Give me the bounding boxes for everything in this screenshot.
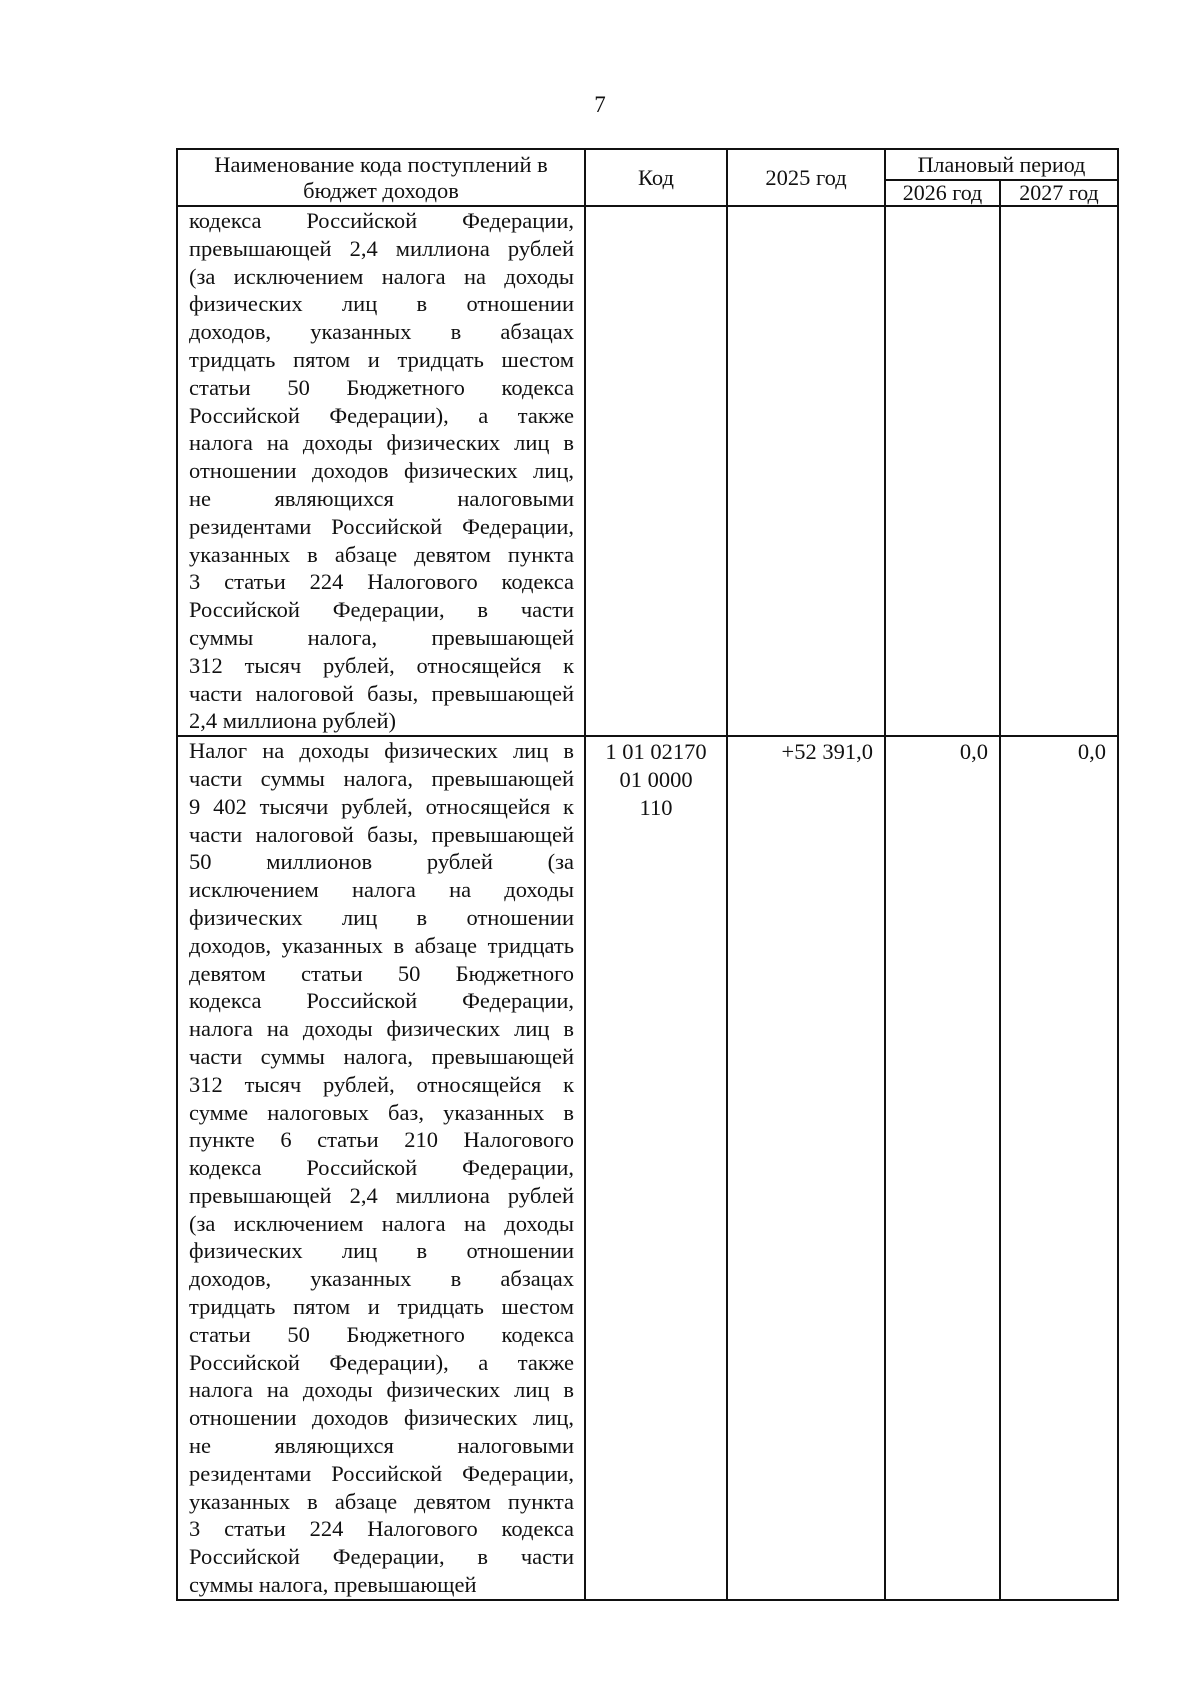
revenue-name-line: 3 статьи 224 Налогового кодекса bbox=[189, 569, 574, 595]
revenue-name-line: исключением налога на доходы bbox=[189, 877, 574, 903]
revenue-name-line: не являющихся налоговыми bbox=[189, 1433, 574, 1459]
table-row bbox=[177, 206, 1118, 736]
revenue-name-cell bbox=[177, 736, 585, 1600]
revenue-name-line: физических лиц в отношении bbox=[189, 904, 574, 930]
revenue-name-line: части суммы налога, превышающей bbox=[189, 1043, 574, 1069]
revenue-name-line: 312 тысяч рублей, относящейся к bbox=[189, 652, 574, 678]
budget-revenue-table bbox=[176, 148, 1119, 1601]
revenue-name-line: 312 тысяч рублей, относящейся к bbox=[189, 1071, 574, 1097]
revenue-code-line: 1 01 02170 bbox=[605, 739, 707, 765]
revenue-name-line: физических лиц в отношении bbox=[189, 1238, 574, 1264]
revenue-name-line: пункте 6 статьи 210 Налогового bbox=[189, 1127, 574, 1153]
value-2026-cell bbox=[885, 206, 1000, 736]
revenue-name-line: кодекса Российской Федерации, bbox=[189, 988, 574, 1014]
revenue-name-line: Российской Федерации, в части bbox=[189, 597, 574, 623]
revenue-name-line: доходов, указанных в абзацах bbox=[189, 319, 574, 345]
revenue-name-line: Российской Федерации), а также bbox=[189, 1349, 574, 1375]
revenue-name-line: кодекса Российской Федерации, bbox=[189, 1155, 574, 1181]
revenue-name-line: Российской Федерации, в части bbox=[189, 1544, 574, 1570]
revenue-name-line: 2,4 миллиона рублей) bbox=[189, 708, 396, 734]
revenue-name-line: (за исключением налога на доходы bbox=[189, 1210, 574, 1236]
revenue-name-line: резидентами Российской Федерации, bbox=[189, 1460, 574, 1486]
header-2026: 2026 год bbox=[885, 180, 1000, 206]
revenue-name-line: налога на доходы физических лиц в bbox=[189, 1016, 574, 1042]
revenue-name-line: Налог на доходы физических лиц в bbox=[189, 738, 574, 764]
revenue-name-line: части налоговой базы, превышающей bbox=[189, 821, 574, 847]
header-name: Наименование кода поступлений в бюджет доходов bbox=[177, 149, 585, 206]
page-number: 7 bbox=[594, 92, 606, 117]
revenue-name-line: резидентами Российской Федерации, bbox=[189, 513, 574, 539]
revenue-name-line: суммы налога, превышающей bbox=[189, 1572, 477, 1598]
revenue-name-line: статьи 50 Бюджетного кодекса bbox=[189, 1321, 574, 1347]
revenue-name-line: превышающей 2,4 миллиона рублей bbox=[189, 1182, 574, 1208]
revenue-name-line: отношении доходов физических лиц, bbox=[189, 1405, 574, 1431]
value-2025-cell: +52 391,0 bbox=[727, 736, 885, 1600]
revenue-code-cell bbox=[585, 206, 727, 736]
revenue-name-line: отношении доходов физических лиц, bbox=[189, 458, 574, 484]
revenue-code-line: 01 0000 bbox=[619, 766, 693, 792]
revenue-name-line: превышающей 2,4 миллиона рублей bbox=[189, 235, 574, 261]
table-body bbox=[177, 206, 1118, 1600]
revenue-name-line: части налоговой базы, превышающей bbox=[189, 680, 574, 706]
revenue-name-line: не являющихся налоговыми bbox=[189, 485, 574, 511]
value-2026-cell: 0,0 bbox=[885, 736, 1000, 1600]
header-2027: 2027 год bbox=[1000, 180, 1118, 206]
revenue-name-line: части суммы налога, превышающей bbox=[189, 765, 574, 791]
value-2027-cell bbox=[1000, 206, 1118, 736]
revenue-name-line: доходов, указанных в абзацах bbox=[189, 1266, 574, 1292]
header-planning-period: Плановый период bbox=[885, 149, 1118, 180]
revenue-name-line: (за исключением налога на доходы bbox=[189, 263, 574, 289]
table-row bbox=[177, 736, 1118, 1600]
revenue-name-line: 9 402 тысячи рублей, относящейся к bbox=[189, 793, 574, 819]
revenue-name-cell bbox=[177, 206, 585, 736]
value-2027-cell: 0,0 bbox=[1000, 736, 1118, 1600]
revenue-code-cell bbox=[585, 736, 727, 1600]
revenue-name-line: физических лиц в отношении bbox=[189, 291, 574, 317]
revenue-name-line: доходов, указанных в абзаце тридцать bbox=[189, 932, 574, 958]
revenue-name-line: тридцать пятом и тридцать шестом bbox=[189, 346, 574, 372]
revenue-code-line: 110 bbox=[639, 794, 673, 820]
revenue-name-line: указанных в абзаце девятом пункта bbox=[189, 541, 574, 567]
revenue-name-line: налога на доходы физических лиц в bbox=[189, 430, 574, 456]
value-2025-cell bbox=[727, 206, 885, 736]
revenue-name-line: 3 статьи 224 Налогового кодекса bbox=[189, 1516, 574, 1542]
revenue-name-line: сумме налоговых баз, указанных в bbox=[189, 1099, 574, 1125]
revenue-name-line: налога на доходы физических лиц в bbox=[189, 1377, 574, 1403]
revenue-name-line: девятом статьи 50 Бюджетного bbox=[189, 960, 574, 986]
revenue-name-line: статьи 50 Бюджетного кодекса bbox=[189, 374, 574, 400]
revenue-name-line: суммы налога, превышающей bbox=[189, 624, 574, 650]
header-2025: 2025 год bbox=[727, 149, 885, 206]
revenue-name-line: тридцать пятом и тридцать шестом bbox=[189, 1294, 574, 1320]
revenue-name-line: 50 миллионов рублей (за bbox=[189, 849, 574, 875]
table-header bbox=[177, 149, 1118, 206]
header-code: Код bbox=[585, 149, 727, 206]
revenue-name-line: кодекса Российской Федерации, bbox=[189, 208, 574, 233]
revenue-name-line: Российской Федерации), а также bbox=[189, 402, 574, 428]
revenue-name-line: указанных в абзаце девятом пункта bbox=[189, 1488, 574, 1514]
